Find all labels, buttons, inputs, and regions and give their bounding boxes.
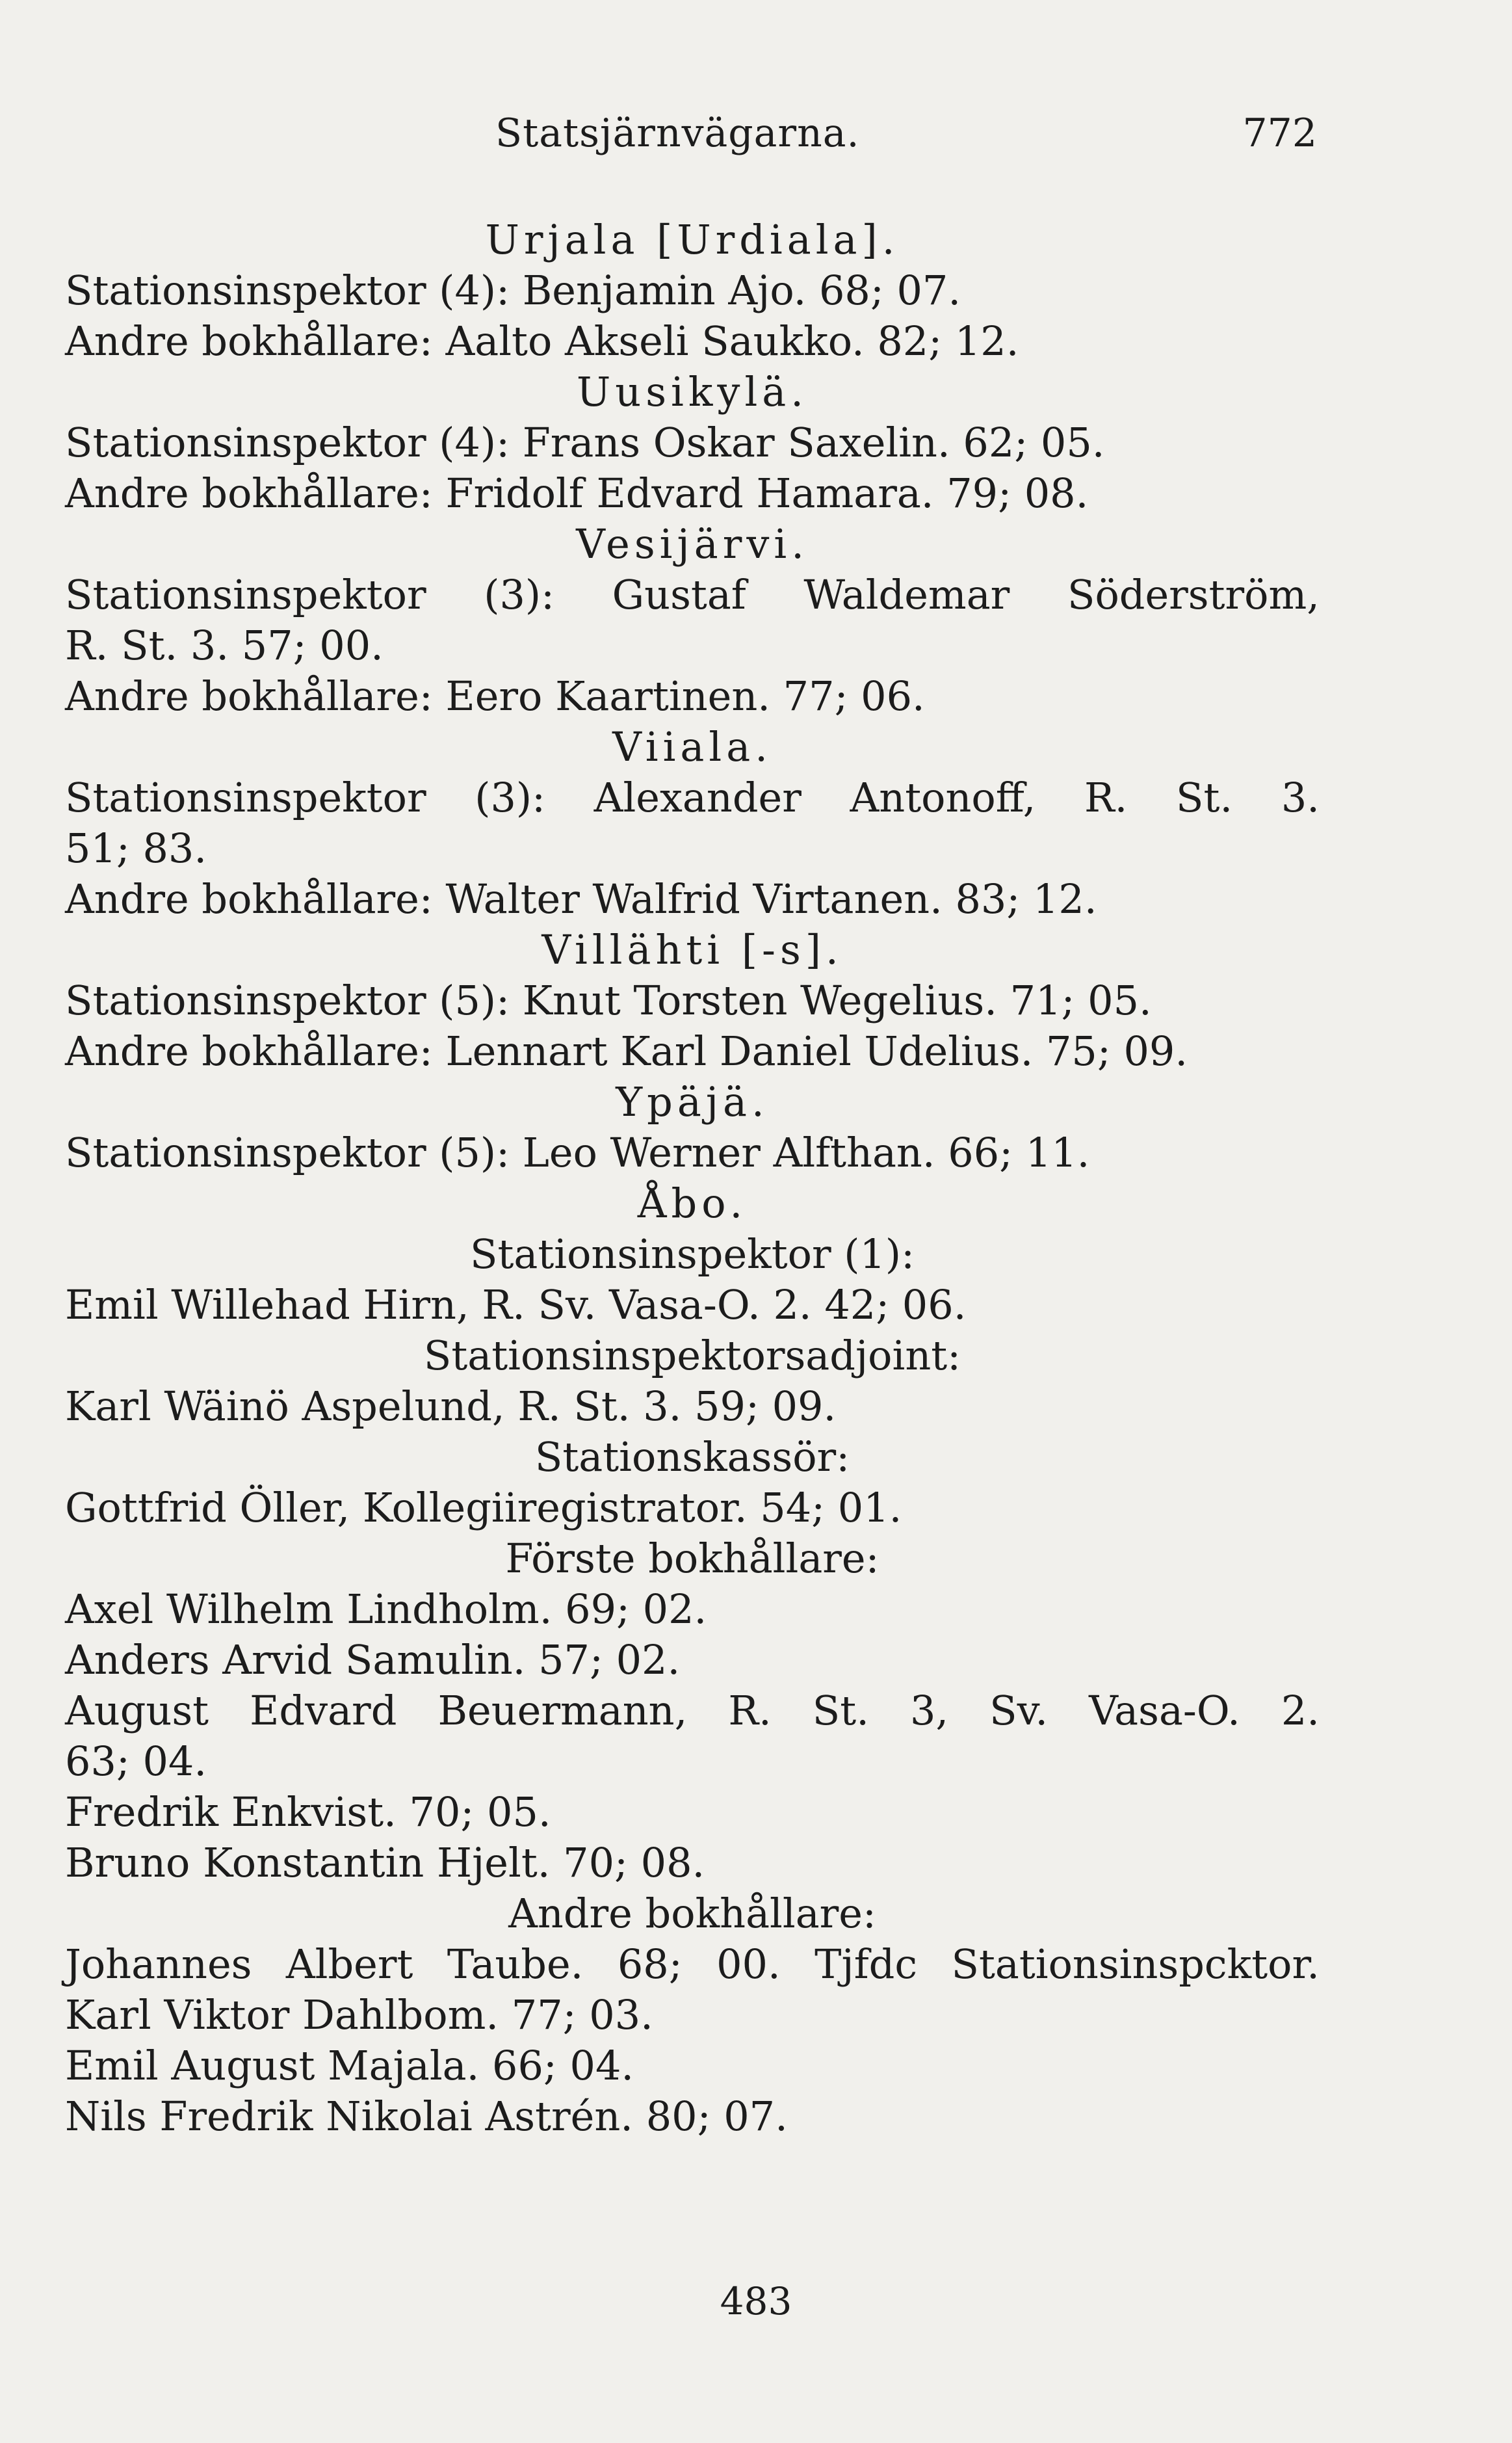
entry-line: Andre bokhållare: Fridolf Edvard Hamara. 79; 08.	[65, 469, 1089, 517]
running-title: Statsjärnvägarna.	[495, 111, 860, 156]
role-heading: Förste bokhållare:	[505, 1535, 880, 1582]
entry-line: Karl Wäinö Aspelund, R. St. 3. 59; 09.	[65, 1382, 837, 1430]
entry-line: Andre bokhållare: Walter Walfrid Virtanen. 83; 12.	[65, 875, 1097, 923]
role-heading: Stationskassör:	[534, 1433, 850, 1481]
entry-line: Andre bokhållare: Aalto Akseli Saukko. 82; 12.	[65, 317, 1019, 365]
entry-line: Stationsinspektor (3): Gustaf Waldemar Söderström,	[65, 571, 1320, 618]
role-heading: Andre bokhållare:	[508, 1890, 876, 1937]
station-heading: Villähti [-s].	[541, 926, 843, 973]
entry-line: Nils Fredrik Nikolai Astrén. 80; 07.	[65, 2093, 788, 2140]
entry-line: 63; 04.	[65, 1737, 207, 1785]
entry-line: Anders Arvid Samulin. 57; 02.	[65, 1636, 681, 1684]
entry-line: August Edvard Beuermann, R. St. 3, Sv. Vasa-O. 2.	[65, 1687, 1320, 1734]
station-heading: Urjala [Urdiala].	[485, 216, 900, 263]
role-heading: Stationsinspektorsadjoint:	[423, 1332, 961, 1379]
entry-line: Karl Viktor Dahlbom. 77; 03.	[65, 1991, 653, 2039]
page-body	[65, 215, 1320, 2142]
entry-line: Stationsinspektor (4): Frans Oskar Saxelin. 62; 05.	[65, 419, 1105, 466]
role-heading: Stationsinspektor (1):	[470, 1230, 915, 1278]
entry-line: Gottfrid Öller, Kollegiiregistrator. 54; 01.	[65, 1484, 902, 1531]
entry-line: Fredrik Enkvist. 70; 05.	[65, 1788, 551, 1836]
running-header	[0, 111, 1512, 169]
entry-line: 51; 83.	[65, 825, 207, 872]
entry-line: Emil Willehad Hirn, R. Sv. Vasa-O. 2. 42; 06.	[65, 1281, 967, 1328]
station-heading: Viiala.	[612, 723, 772, 771]
entry-line: Axel Wilhelm Lindholm. 69; 02.	[65, 1585, 707, 1633]
page-number: 772	[1242, 111, 1317, 156]
entry-line: Johannes Albert Taube. 68; 00. Tjfdc Stationsinspcktor.	[65, 1940, 1320, 1988]
entry-line: R. St. 3. 57; 00.	[65, 622, 384, 669]
entry-line: Stationsinspektor (4): Benjamin Ajo. 68; 07.	[65, 267, 961, 314]
station-heading: Ypäjä.	[616, 1078, 769, 1126]
entry-line: Emil August Majala. 66; 04.	[65, 2042, 634, 2089]
entry-line: Stationsinspektor (5): Leo Werner Alfthan. 66; 11.	[65, 1129, 1090, 1176]
station-heading: Uusikylä.	[577, 368, 808, 416]
station-heading: Vesijärvi.	[576, 520, 809, 568]
entry-line: Andre bokhållare: Eero Kaartinen. 77; 06.	[65, 672, 925, 720]
entry-line: Stationsinspektor (5): Knut Torsten Wegelius. 71; 05.	[65, 977, 1152, 1024]
station-heading: Åbo.	[637, 1180, 748, 1227]
entry-line: Andre bokhållare: Lennart Karl Daniel Udelius. 75; 09.	[65, 1027, 1188, 1075]
sheet-signature: 483	[720, 2279, 792, 2323]
entry-line: Stationsinspektor (3): Alexander Antonoff, R. St. 3.	[65, 774, 1320, 821]
entry-line: Bruno Konstantin Hjelt. 70; 08.	[65, 1839, 705, 1886]
